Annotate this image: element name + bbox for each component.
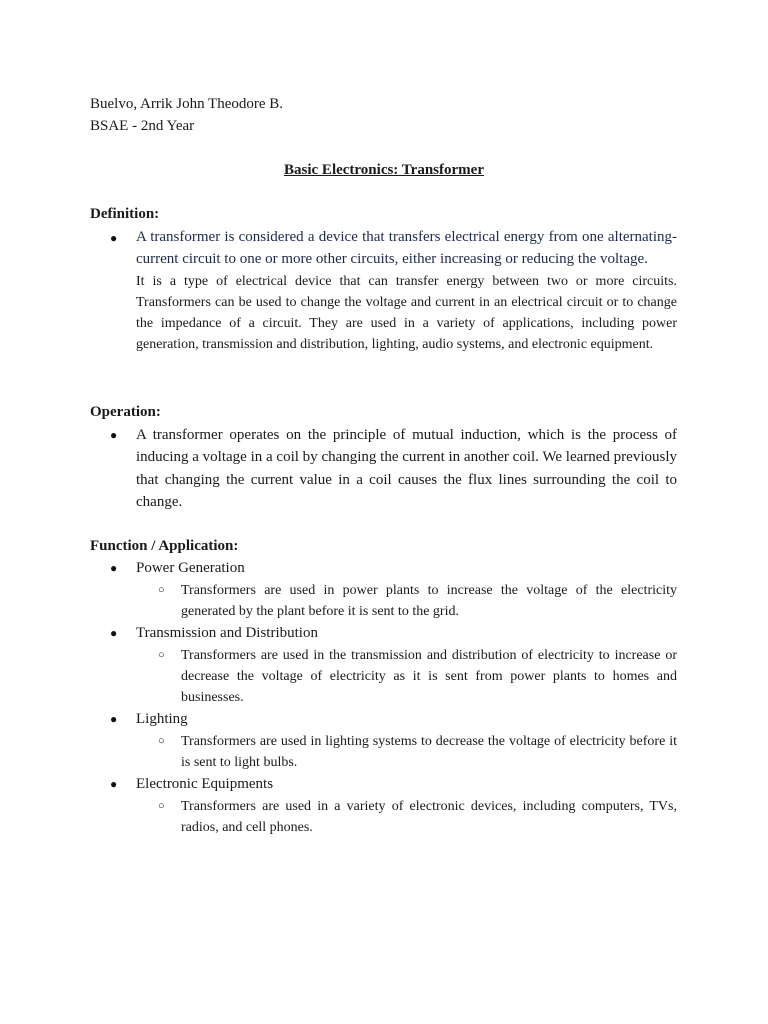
- function-item-detail: Transformers are used in a variety of electronic devices, including computers, TVs, radios, and cell phones.: [181, 799, 677, 835]
- operation-heading: Operation:: [90, 404, 161, 420]
- function-item-label: Lighting: [136, 711, 188, 727]
- sub-bullet-icon: ○: [158, 649, 165, 661]
- sub-bullet-icon: ○: [158, 735, 165, 747]
- function-item-detail: Transformers are used in the transmission and distribution of electricity to increase or decrease the voltage of electricity as it is sent from power plants to homes and businesses.: [181, 648, 677, 705]
- bullet-icon: ●: [110, 231, 118, 245]
- function-item-label: Power Generation: [136, 560, 245, 576]
- author-course: BSAE - 2nd Year: [90, 118, 195, 134]
- author-name: Buelvo, Arrik John Theodore B.: [90, 96, 284, 112]
- bullet-icon: ●: [110, 428, 118, 442]
- function-item-detail: Transformers are used in power plants to increase the voltage of the electricity generated by the plant before it is sent to the grid.: [181, 583, 677, 619]
- bullet-icon: ●: [110, 712, 118, 726]
- definition-text-part2: It is a type of electrical device that can transfer energy between two or more circuits. Transformers can be used to change the voltage and current in an electrical circuit or to change the impedance of a circuit. They are used in a variety of applications, including power generation, transmission and distribution, lighting, audio systems, and electronic equipment.: [136, 274, 677, 352]
- bullet-icon: ●: [110, 561, 118, 575]
- sub-bullet-icon: ○: [158, 584, 165, 596]
- bullet-icon: ●: [110, 626, 118, 640]
- function-item-label: Transmission and Distribution: [136, 625, 318, 641]
- function-heading: Function / Application:: [90, 538, 239, 554]
- operation-text: A transformer operates on the principle of mutual induction, which is the process of inducing a voltage in a coil by changing the current in another coil. We learned previously that changing the current value in a coil causes the flux lines surrounding the coil to change.: [136, 427, 677, 510]
- definition-text-part1: A transformer is considered a device that transfers electrical energy from one alternating-current circuit to one or more other circuits, either increasing or reducing the voltage.: [136, 229, 677, 267]
- document-title: Basic Electronics: Transformer: [284, 162, 484, 178]
- sub-bullet-icon: ○: [158, 800, 165, 812]
- bullet-icon: ●: [110, 777, 118, 791]
- function-item-detail: Transformers are used in lighting systems to decrease the voltage of electricity before it is sent to light bulbs.: [181, 734, 677, 770]
- definition-heading: Definition:: [90, 206, 160, 222]
- function-item-label: Electronic Equipments: [136, 776, 274, 792]
- author-header: [90, 93, 283, 137]
